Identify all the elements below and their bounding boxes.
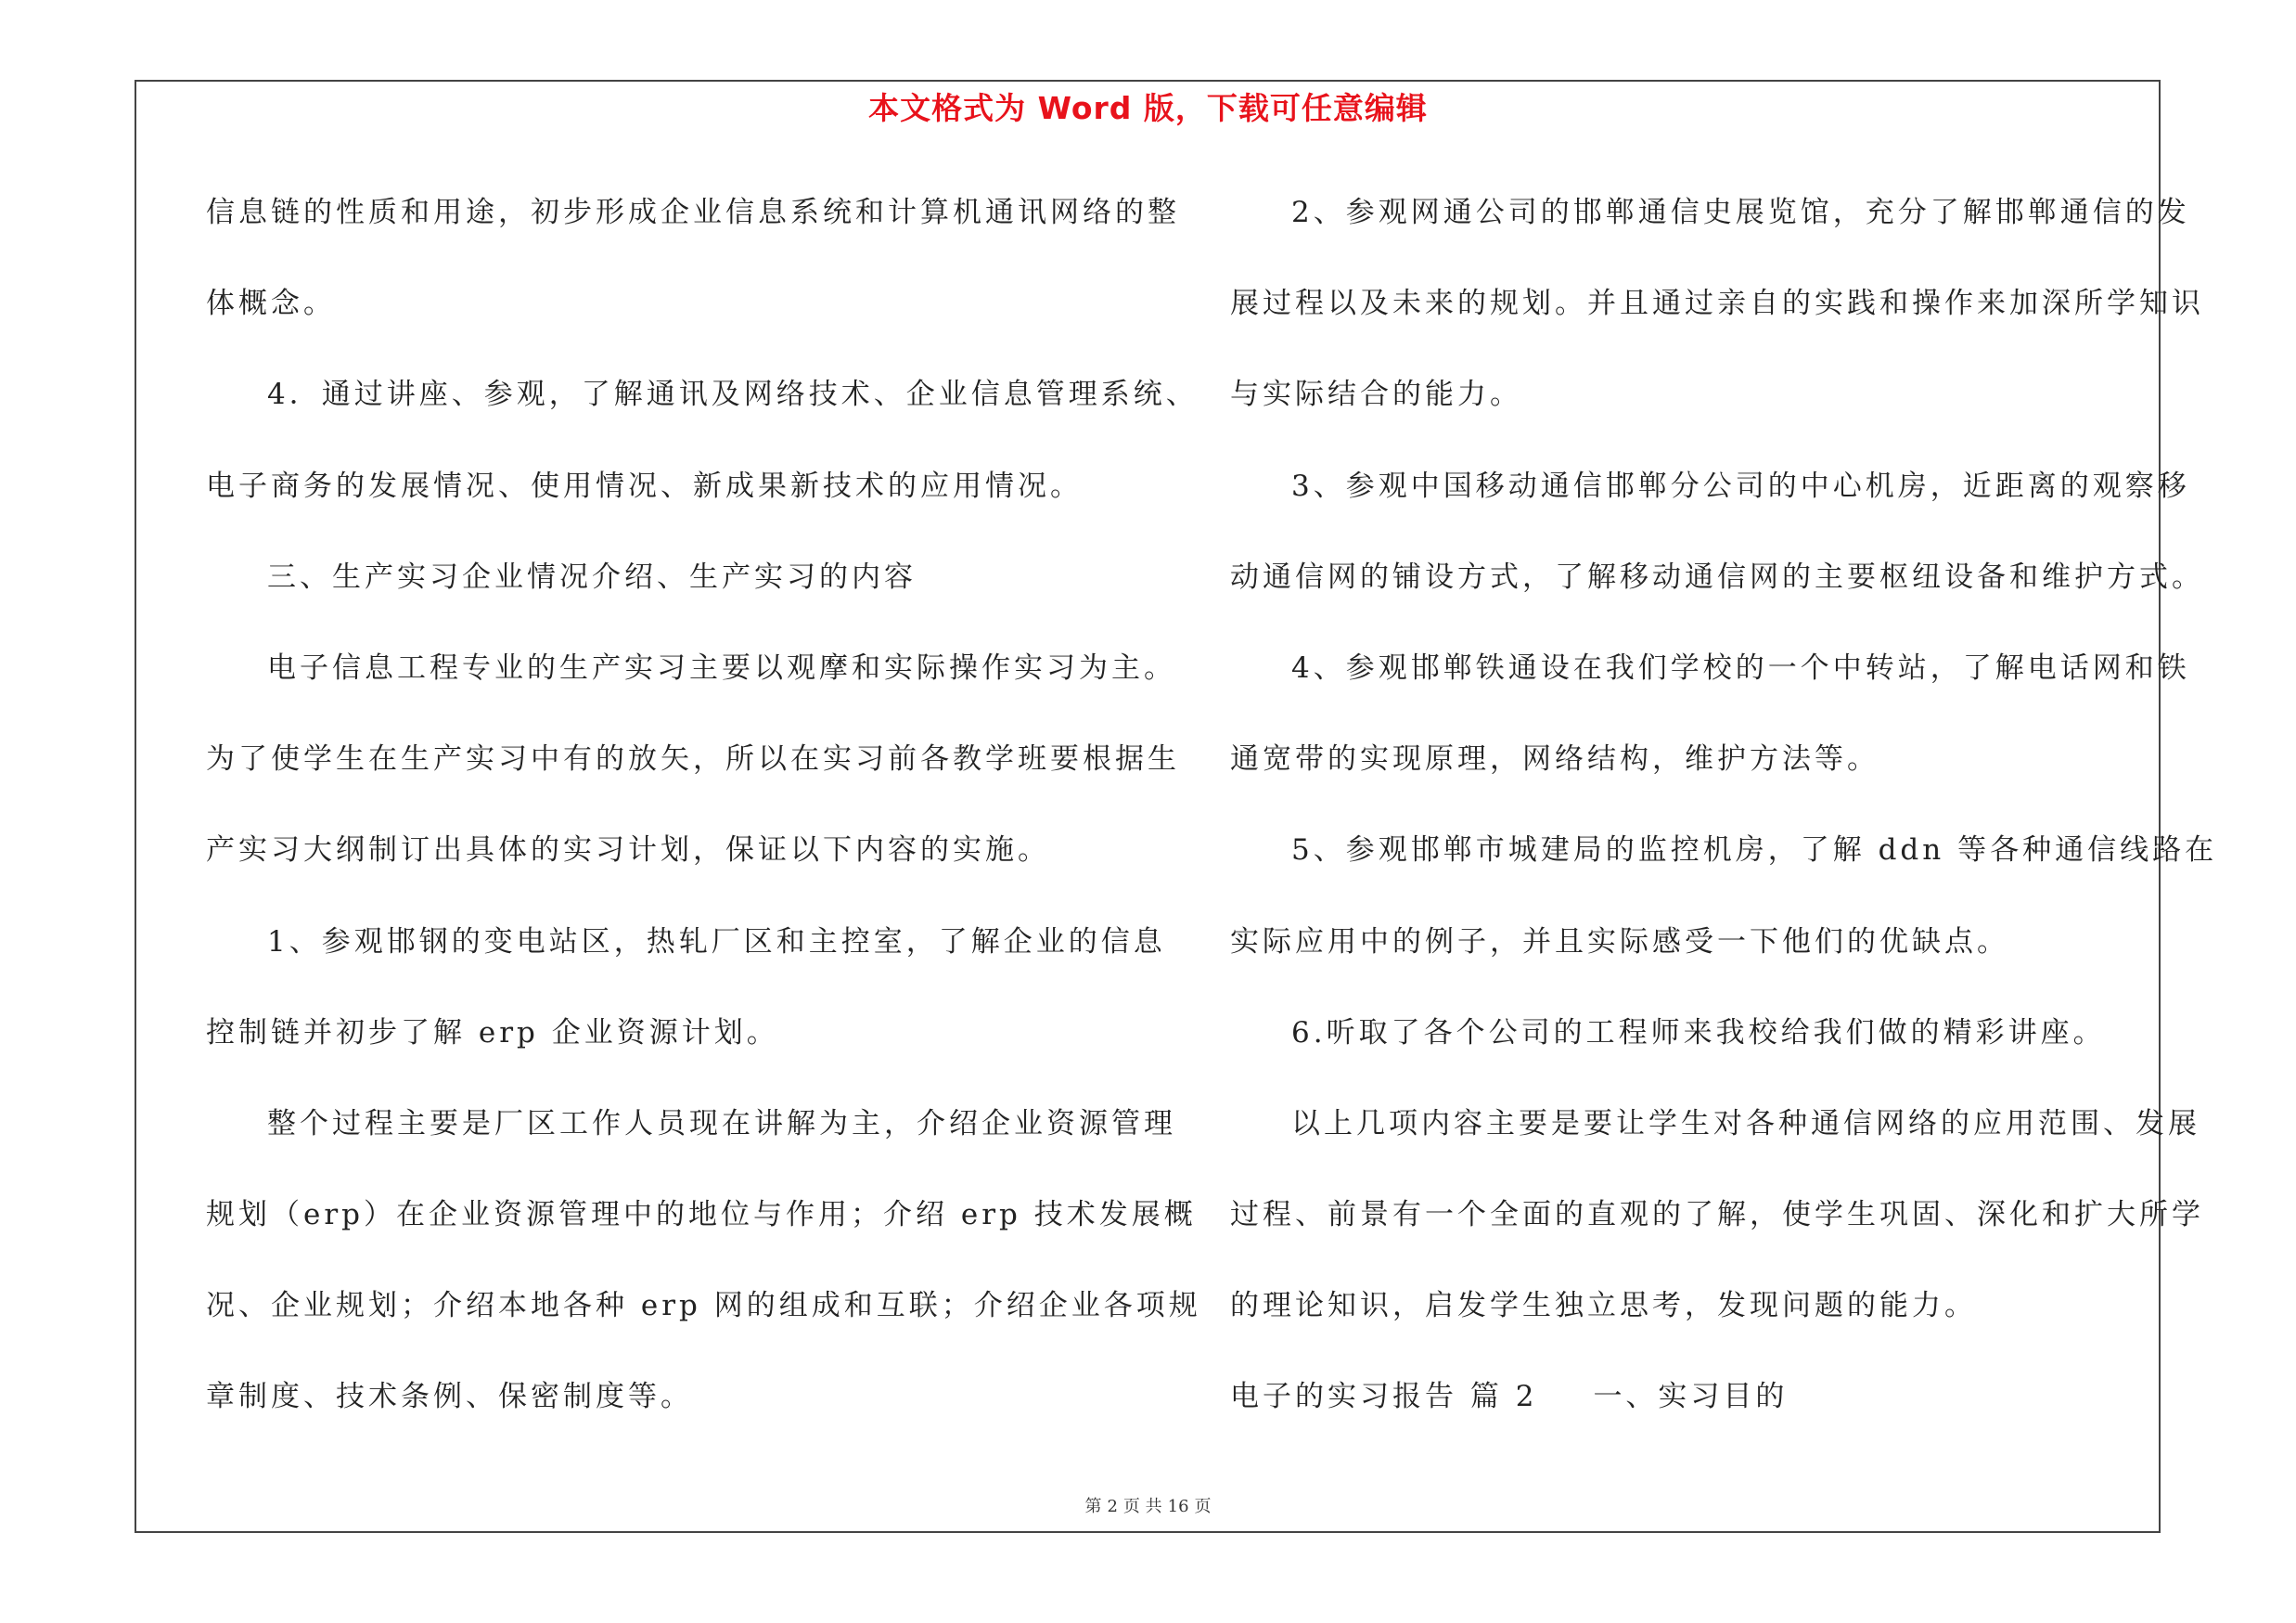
text-line: 展过程以及未来的规划。并且通过亲自的实践和操作来加深所学知识: [1230, 287, 2204, 321]
text-line: 过程、前景有一个全面的直观的了解，使学生巩固、深化和扩大所学: [1230, 1198, 2204, 1232]
page-number-current: 2: [1107, 1497, 1118, 1516]
text-line: 4、参观邯郸铁通设在我们学校的一个中转站，了解电话网和铁: [1291, 650, 2190, 685]
text-line: 5、参观邯郸市城建局的监控机房，了解 ddn 等各种通信线路在: [1291, 833, 2218, 868]
text-line: 通宽带的实现原理，网络结构，维护方法等。: [1230, 742, 1879, 777]
text-line: 4．通过讲座、参观，了解通讯及网络技术、企业信息管理系统、: [267, 378, 1199, 412]
text-line: 以上几项内容主要是要让学生对各种通信网络的应用范围、发展: [1291, 1106, 2200, 1140]
text-line: 产实习大纲制订出具体的实习计划，保证以下内容的实施。: [206, 833, 1050, 868]
text-line: 规划（erp）在企业资源管理中的地位与作用；介绍 erp 技术发展概: [206, 1198, 1197, 1232]
text-line: 与实际结合的能力。: [1230, 378, 1522, 412]
text-line: 1、参观邯钢的变电站区，热轧厂区和主控室，了解企业的信息: [267, 924, 1166, 959]
right-column-paragraphs: [1230, 186, 2218, 1370]
text-line: 的理论知识，启发学生独立思考，发现问题的能力。: [1230, 1289, 1977, 1323]
page-number-suffix: 页: [1194, 1497, 1212, 1516]
text-line: 动通信网的铺设方式，了解移动通信网的主要枢纽设备和维护方式。: [1230, 560, 2204, 594]
text-line: 电子商务的发展情况、使用情况、新成果新技术的应用情况。: [206, 469, 1083, 503]
format-banner: 本文格式为 Word 版，下载可任意编辑: [868, 90, 1428, 126]
page-number-prefix: 第: [1084, 1497, 1102, 1516]
text-line: 为了使学生在生产实习中有的放矢，所以在实习前各教学班要根据生: [206, 742, 1180, 777]
text-line: 章制度、技术条例、保密制度等。: [206, 1380, 693, 1414]
page-number-total: 16: [1167, 1497, 1189, 1516]
text-line: 电子信息工程专业的生产实习主要以观摩和实际操作实习为主。: [267, 650, 1176, 685]
text-line: 况、企业规划；介绍本地各种 erp 网的组成和互联；介绍企业各项规: [206, 1289, 1201, 1323]
page-number: [0, 1496, 2296, 1518]
text-line: 信息链的性质和用途，初步形成企业信息系统和计算机通讯网络的整: [206, 196, 1180, 229]
page-number-middle: 页 共: [1122, 1497, 1162, 1516]
text-line: 控制链并初步了解 erp 企业资源计划。: [206, 1015, 779, 1050]
text-line: 6.听取了各个公司的工程师来我校给我们做的精彩讲座。: [1291, 1015, 2106, 1050]
text-line: 体概念。: [206, 287, 336, 321]
text-line: 3、参观中国移动通信邯郸分公司的中心机房，近距离的观察移: [1291, 469, 2190, 503]
text-line: 三、生产实习企业情况介绍、生产实习的内容: [267, 560, 917, 594]
section-heading: 电子的实习报告 篇 2: [1230, 1380, 1538, 1414]
section-title-line: [1230, 1370, 2176, 1461]
text-line: 2、参观网通公司的邯郸通信史展览馆，充分了解邯郸通信的发: [1291, 196, 2190, 229]
text-line: 实际应用中的例子，并且实际感受一下他们的优缺点。: [1230, 924, 2009, 959]
text-line: 整个过程主要是厂区工作人员现在讲解为主，介绍企业资源管理: [267, 1106, 1176, 1140]
right-column: [1230, 186, 2218, 1462]
left-column: [206, 186, 1201, 1462]
section-subheading: 一、实习目的: [1593, 1380, 1789, 1414]
